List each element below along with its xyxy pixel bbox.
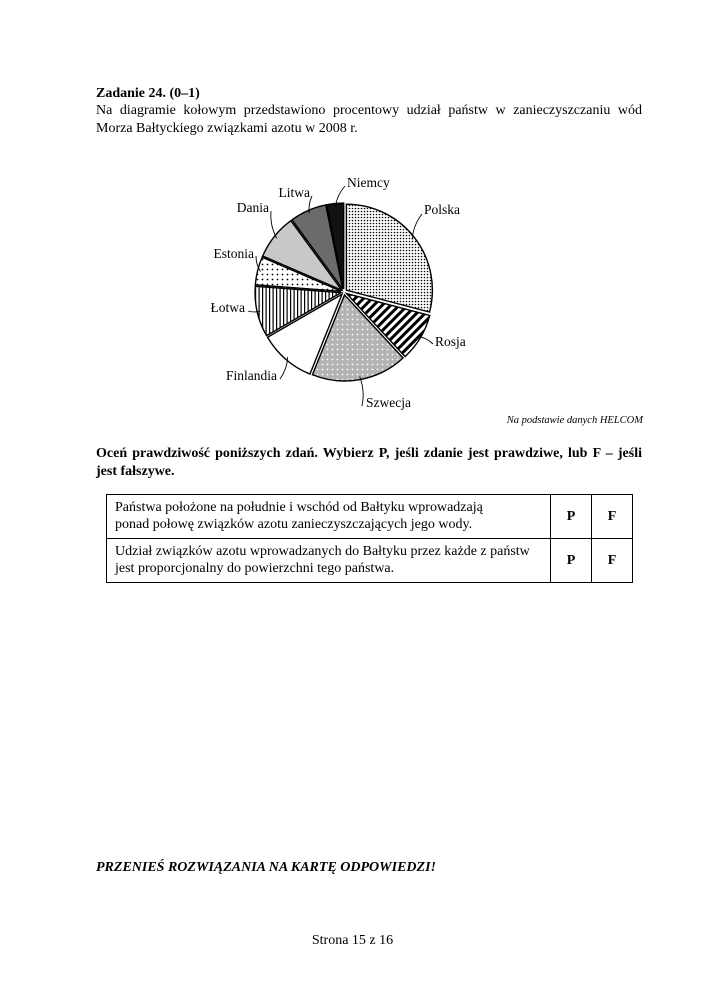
slice-label-rosja: Rosja: [435, 334, 466, 349]
statement-1-false-option[interactable]: F: [592, 495, 633, 539]
pie-slice-polska: [346, 204, 432, 312]
slice-label-estonia: Estonia: [213, 246, 254, 261]
slice-label-polska: Polska: [424, 202, 461, 217]
statement-1-line-2: ponad połowę związków azotu zanieczyszczających jego wody.: [115, 517, 473, 532]
statement-2-false-option[interactable]: F: [592, 539, 633, 583]
statement-1-true-option[interactable]: P: [551, 495, 592, 539]
statement-2-true-option[interactable]: P: [551, 539, 592, 583]
leader-line: [360, 377, 364, 406]
leader-line: [248, 311, 260, 312]
table-row: [107, 495, 633, 539]
footer-note: PRZENIEŚ ROZWIĄZANIA NA KARTĘ ODPOWIEDZI!: [96, 860, 436, 875]
statement-1-line-1: Państwa położone na południe i wschód od Bałtyku wprowadzają: [115, 500, 483, 515]
statement-2-line-2: jest proporcjonalny do powierzchni tego państwa.: [115, 561, 395, 576]
slice-label-niemcy: Niemcy: [347, 175, 390, 190]
slice-label-łotwa: Łotwa: [210, 300, 245, 315]
slice-label-dania: Dania: [236, 200, 269, 215]
pie-chart: [150, 162, 490, 417]
statement-2: [107, 539, 551, 583]
task-text: Na diagramie kołowym przedstawiono procentowy udział państw w zanieczyszczaniu wód Morza Bałtyckiego związkami azotu w 2008 r.: [96, 103, 642, 136]
table-row: [107, 539, 633, 583]
task-title: Zadanie 24. (0–1): [96, 86, 200, 101]
instruction-text: Oceń prawdziwość poniższych zdań. Wybierz P, jeśli zdanie jest prawdziwe, lub F – jeśli jest fałszywe.: [96, 446, 642, 479]
slice-label-finlandia: Finlandia: [226, 368, 277, 383]
slice-label-litwa: Litwa: [278, 185, 310, 200]
page-number: Strona 15 z 16: [311, 933, 394, 948]
statement-1: [107, 495, 551, 539]
true-false-table: [106, 494, 633, 583]
slice-label-szwecja: Szwecja: [366, 395, 411, 410]
source-note: Na podstawie danych HELCOM: [506, 415, 643, 426]
statement-2-line-1: Udział związków azotu wprowadzanych do Bałtyku przez każde z państw: [115, 544, 530, 559]
